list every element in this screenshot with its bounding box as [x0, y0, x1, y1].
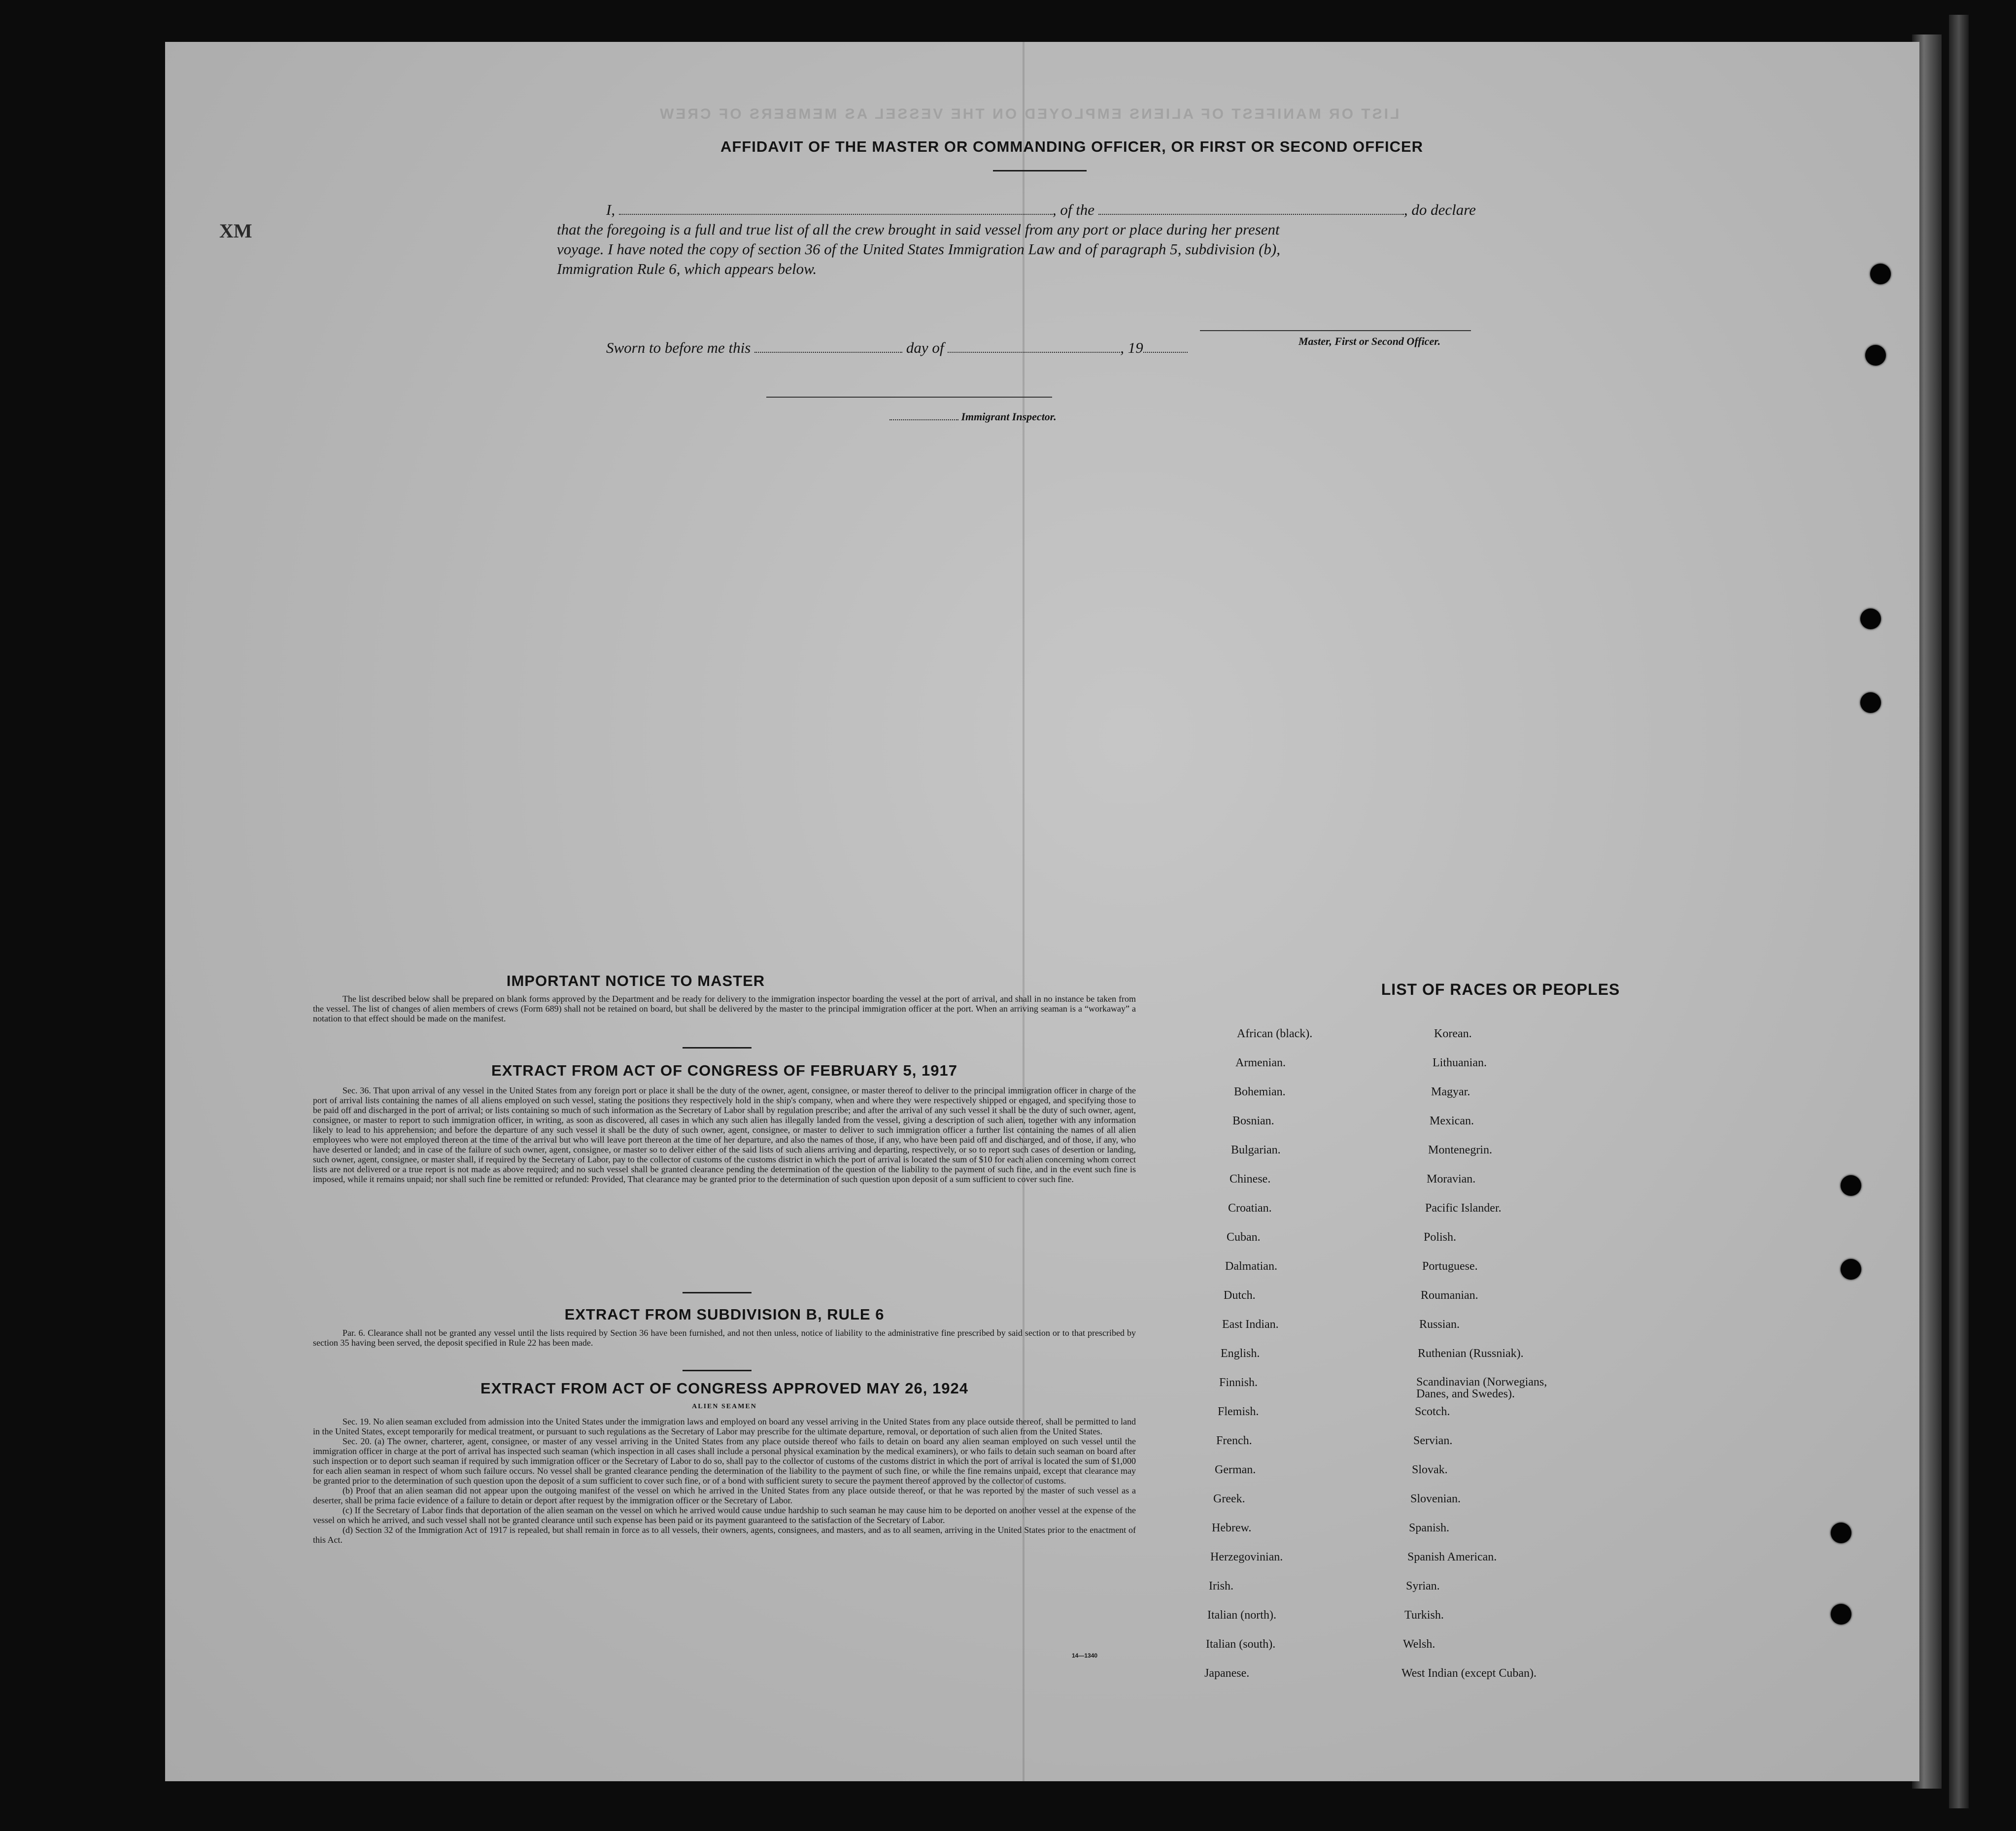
race-item: Dutch.: [1224, 1289, 1256, 1302]
sec-19-text: Sec. 19. No alien seaman excluded from admission into the United States under the immigration laws and employed on board any vessel arriving in the United States from any place outside thereof, shall be permitted to land in the United States, except temporarily for medical treatment, or pursuant to such regulations as the Secretary of Labor may prescribe for the ultimate departure, removal, or deportation of such alien from the United States.: [313, 1417, 1136, 1436]
affidavit-line-3: voyage. I have noted the copy of section 36 of the United States Immigration Law and of paragraph 5, subdivision (b),: [557, 240, 1280, 258]
margin-mark: XM: [219, 220, 252, 242]
punch-hole: [1865, 345, 1886, 366]
title-rule: [993, 170, 1087, 171]
race-item: Greek.: [1213, 1492, 1245, 1505]
race-item: German.: [1215, 1463, 1256, 1476]
race-item: Lithuanian.: [1433, 1056, 1487, 1069]
race-item: Welsh.: [1403, 1638, 1435, 1651]
race-item: Dalmatian.: [1225, 1260, 1277, 1273]
act-1924-body: [313, 1417, 1136, 1545]
race-item: Croatian.: [1228, 1202, 1272, 1215]
rule6-text: Par. 6. Clearance shall not be granted any vessel until the lists required by Section 36 have been furnished, and not then unless, notice of liability to the administrative fine prescribed by said section or to that prescribed by section 35 having been served, the deposit specified in Rule 22 has been made.: [313, 1328, 1136, 1348]
race-item: Armenian.: [1235, 1056, 1286, 1069]
race-item: Servian.: [1413, 1434, 1453, 1447]
name-blank: [619, 202, 1053, 215]
race-item: Spanish American.: [1407, 1551, 1497, 1563]
form-number: 14—1340: [1072, 1652, 1098, 1659]
race-item: Chinese.: [1230, 1173, 1271, 1186]
sworn-day-blank: [754, 340, 902, 353]
race-item: Scotch.: [1415, 1405, 1450, 1418]
race-item: Portuguese.: [1422, 1260, 1478, 1273]
race-item: Italian (south).: [1206, 1638, 1276, 1651]
sec-20c-text: (c) If the Secretary of Labor finds that deportation of the alien seaman on the vessel on which he arrived would cause undue hardship to such seaman he may cause him to be deported on another vessel at the expense of the vessel on which he arrived, and such vessel shall not be granted clearance until such expense has been paid or its payment guaranteed to the satisfaction of the Secretary of Labor.: [313, 1505, 1136, 1525]
inspector-signature-line: [766, 397, 1052, 398]
section-rule: [683, 1370, 752, 1371]
race-item: English.: [1221, 1347, 1260, 1360]
race-item: Polish.: [1424, 1231, 1457, 1244]
race-item: Pacific Islander.: [1425, 1202, 1502, 1215]
punch-hole: [1831, 1523, 1851, 1543]
act-1917-text: Sec. 36. That upon arrival of any vessel in the United States from any foreign port or place it shall be the duty of the owner, agent, consignee, or master thereof to deliver to the principal immigration officer in charge of the port of arrival lists containing the names of all aliens employed on such vessel, stating the positions they respectively hold in the ship's company, when and where they were respectively shipped or engaged, and specifying those to be paid off and discharged in the port of arrival; or lists containing so much of such information as the Secretary of Labor shall by regulation prescribe; and after the arrival of any such vessel it shall be the duty of such owner, agent, consignee, or master to report to such immigration officer, in writing, as soon as discovered, all cases in which any such alien has illegally landed from the vessel, giving a description of such alien, together with any information likely to lead to his apprehension; and before the departure of any such vessel it shall be the duty of such owner, agent, consignee, or master to deliver to such immigration officer a further list containing the names of all alien employees who were not employed thereon at the time of the arrival but who will leave port thereon at the time of her departure, and also the names of those, if any, who have been paid off and discharged, and of those, if any, who have deserted or landed; and in case of the failure of such owner, agent, consignee, or master so to deliver either of the said lists of such aliens arriving and departing, respectively, or so to report such cases of desertion or landing, such owner, agent, consignee, or master shall, if required by the Secretary of Labor, pay to the collector of customs of the customs district in which the port of arrival is located the sum of $10 for each alien concerning whom correct lists are not delivered or a true report is not made as above required; and no such vessel shall be granted clearance pending the determination of the question of the liability to the payment of such fine, and in the event such fine is imposed, while it remains unpaid; nor shall such fine be remitted or refunded: Provided, That clearance may be granted prior to the determination of such question upon deposit of a sum sufficient to cover such fine.: [313, 1085, 1136, 1184]
sworn-month-blank: [948, 340, 1120, 353]
binder-edge-outer: [1949, 15, 1969, 1808]
race-item: Flemish.: [1218, 1405, 1259, 1418]
race-item: Bosnian.: [1232, 1115, 1274, 1127]
race-item: Magyar.: [1431, 1085, 1470, 1098]
race-item: Korean.: [1434, 1027, 1472, 1040]
vessel-blank: [1098, 202, 1404, 215]
punch-hole: [1870, 264, 1891, 284]
race-item: Moravian.: [1427, 1173, 1476, 1186]
race-item: Bulgarian.: [1231, 1144, 1281, 1156]
inspector-signature-label: Immigrant Inspector.: [889, 410, 1057, 423]
race-item: Slovenian.: [1410, 1492, 1461, 1505]
race-item: Slovak.: [1412, 1463, 1448, 1476]
race-item: African (black).: [1237, 1027, 1313, 1040]
race-item: Montenegrin.: [1428, 1144, 1492, 1156]
race-item: Spanish.: [1409, 1522, 1450, 1534]
act-1924-title: EXTRACT FROM ACT OF CONGRESS APPROVED MAY 26, 1924: [480, 1380, 968, 1397]
affidavit-line-4: Immigration Rule 6, which appears below.: [557, 260, 817, 277]
race-item: Finnish.: [1219, 1376, 1258, 1389]
act-1917-title: EXTRACT FROM ACT OF CONGRESS OF FEBRUARY 5, 1917: [491, 1062, 957, 1079]
punch-hole: [1831, 1604, 1851, 1625]
rule6-title: EXTRACT FROM SUBDIVISION B, RULE 6: [564, 1306, 885, 1323]
punch-hole: [1841, 1175, 1861, 1196]
sec-20d-text: (d) Section 32 of the Immigration Act of 1917 is repealed, but shall remain in force as to all vessels, their owners, agents, consignees, and masters, and as to all seamen, arriving in the United States prior to the enactment of this Act.: [313, 1525, 1136, 1545]
race-item: Cuban.: [1227, 1231, 1261, 1244]
race-item: Japanese.: [1204, 1667, 1250, 1680]
sworn-line: Sworn to before me this day of , 19: [606, 338, 1188, 358]
race-item: East Indian.: [1222, 1318, 1279, 1331]
signature-line: [1200, 330, 1471, 331]
alien-seamen-subtitle: ALIEN SEAMEN: [692, 1403, 757, 1410]
race-item: Turkish.: [1404, 1609, 1444, 1622]
sec-20a-text: Sec. 20. (a) The owner, charterer, agent, consignee, or master of any vessel arriving in the United States from any place outside thereof who fails to detain on board any alien seaman employed on such vessel until the immigration officer in charge at the port of arrival has inspected such seaman (which inspection in all cases shall include a personal physical examination by the medical examiners), or who fails to detain such seaman on board after such inspection or to deport such seaman if required by such immigration officer or the Secretary of Labor to do so, shall pay to the collector of customs of the customs district in which the port of arrival is located the sum of $1,000 for each alien seaman in respect of whom such failure occurs. No vessel shall be granted clearance pending the determination of the liability to the payment of such fine, or while the fine remains unpaid, except that clearance may be granted prior to the determination of such question upon the deposit of a sum sufficient to cover such fine, or of a bond with sufficient surety to secure the payment thereof approved by the collector of customs.: [313, 1436, 1136, 1486]
punch-hole: [1841, 1259, 1861, 1280]
race-item: Scandinavian (Norwegians, Danes, and Swedes).: [1416, 1376, 1547, 1400]
race-item: West Indian (except Cuban).: [1401, 1667, 1537, 1680]
affidavit-title: AFFIDAVIT OF THE MASTER OR COMMANDING OFFICER, OR FIRST OR SECOND OFFICER: [720, 138, 1424, 155]
race-item: Herzegovinian.: [1210, 1551, 1283, 1563]
race-item: Italian (north).: [1207, 1609, 1276, 1622]
notice-text: The list described below shall be prepared on blank forms approved by the Department and be ready for delivery to the immigration inspector boarding the vessel at the port of arrival, and shall in no instance be taken from the vessel. The list of changes of alien members of crews (Form 689) shall not be retained on board, but shall be delivered by the master to the principal immigration officer at the port. When an arriving seaman is a “workaway” a notation to that effect should be made on the manifest.: [313, 994, 1136, 1023]
race-item: Mexican.: [1430, 1115, 1474, 1127]
notice-title: IMPORTANT NOTICE TO MASTER: [506, 972, 765, 989]
race-item: Bohemian.: [1234, 1085, 1286, 1098]
race-item: Roumanian.: [1421, 1289, 1478, 1302]
race-item: Ruthenian (Russniak).: [1418, 1347, 1524, 1360]
punch-hole: [1860, 692, 1881, 713]
race-item: Syrian.: [1406, 1580, 1440, 1593]
punch-hole: [1860, 609, 1881, 629]
affidavit-line-2: that the foregoing is a full and true list of all the crew brought in said vessel from any port or place during her present: [557, 221, 1280, 238]
master-signature-label: Master, First or Second Officer.: [1298, 335, 1441, 347]
bleed-through-text: LIST OR MANIFEST OF ALIENS EMPLOYED ON THE VESSEL AS MEMBERS OF CREW: [658, 106, 1400, 122]
section-rule: [683, 1292, 752, 1293]
race-item: Hebrew.: [1212, 1522, 1252, 1534]
sec-20b-text: (b) Proof that an alien seaman did not appear upon the outgoing manifest of the vessel on which he arrived in the United States from any place outside thereof, or that he was reported by the master of such vessel as a deserter, shall be prima facie evidence of a failure to detain or deport after request by the immigration officer or the Secretary of Labor.: [313, 1486, 1136, 1505]
race-item: Russian.: [1419, 1318, 1460, 1331]
races-title: LIST OF RACES OR PEOPLES: [1381, 981, 1620, 998]
race-item: French.: [1216, 1434, 1252, 1447]
document-page: [165, 42, 1919, 1781]
race-item: Irish.: [1209, 1580, 1233, 1593]
section-rule: [683, 1047, 752, 1049]
affidavit-line-1: I, , of the , do declare: [606, 201, 1476, 218]
